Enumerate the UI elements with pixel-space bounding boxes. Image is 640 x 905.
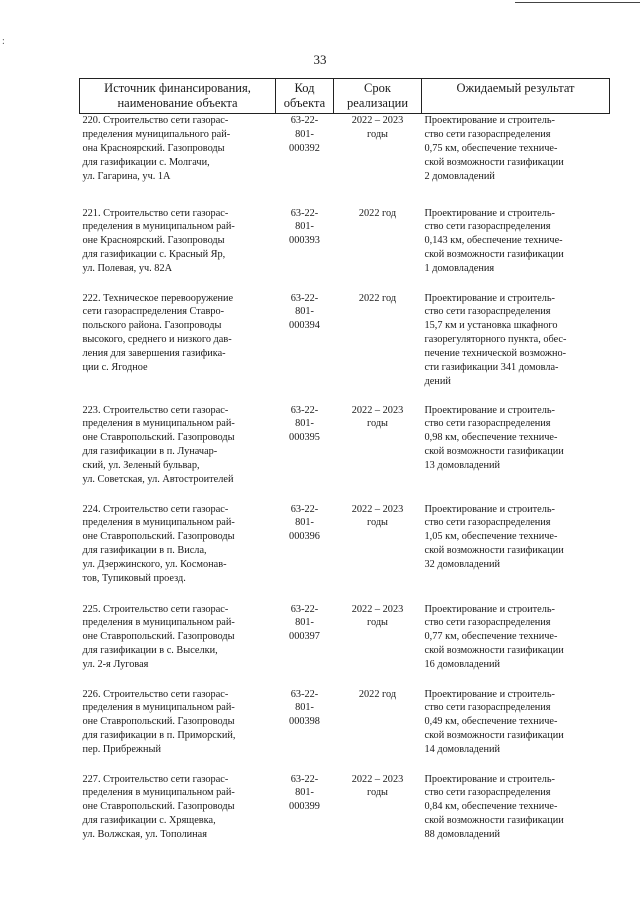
term-cell: 2022 год xyxy=(358,292,397,304)
object-name-cell: 221. Строительство сети газорас- пределения в муниципальном рай- оне Красноярский. Газопроводы для газификации с. Красный Яр, ул. Полевая, уч. 82А xyxy=(82,207,235,275)
object-code-cell: 63-22- 801- 000399 xyxy=(289,773,320,813)
object-code-cell: 63-22- 801- 000397 xyxy=(289,603,320,643)
table-header-row xyxy=(80,79,610,114)
top-rule xyxy=(515,2,640,3)
table-row xyxy=(80,688,610,773)
result-cell: Проектирование и строитель- ство сети газораспределения 0,84 км, обеспечение техниче- ской возможности газификации 88 домовладений xyxy=(424,773,564,841)
result-cell: Проектирование и строитель- ство сети газораспределения 0,75 км, обеспечение техниче- ской возможности газификации 2 домовладений xyxy=(424,115,564,182)
result-cell: Проектирование и строитель- ство сети газораспределения 1,05 км, обеспечение техниче- ской возможности газификации 32 домовладений xyxy=(424,503,564,571)
object-name-cell: 227. Строительство сети газорас- пределения в муниципальном рай- оне Ставропольский. Газопроводы для газификации с. Хрящевка, ул. Волжская, ул. Тополиная xyxy=(82,773,235,841)
result-cell: Проектирование и строитель- ство сети газораспределения 15,7 км и установка шкафного газорегуляторного пункта, обес- печение технической возможно- сти газификации 341 домовла- дений xyxy=(424,292,567,387)
result-cell: Проектирование и строитель- ство сети газораспределения 0,143 км, обеспечение техниче- ской возможности газификации 1 домовладения xyxy=(424,207,564,275)
result-cell: Проектирование и строитель- ство сети газораспределения 0,49 км, обеспечение техниче- ской возможности газификации 14 домовладений xyxy=(424,688,564,756)
header-term: Срок реализации xyxy=(334,79,422,114)
page-number: 33 xyxy=(313,52,327,67)
table-row xyxy=(80,292,610,404)
table-row xyxy=(80,114,610,207)
header-code: Код объекта xyxy=(276,79,334,114)
object-code-cell: 63-22- 801- 000393 xyxy=(289,207,320,247)
header-result: Ожидаемый результат xyxy=(422,79,610,114)
table-row xyxy=(80,773,610,848)
table-row xyxy=(80,404,610,503)
object-code-cell: 63-22- 801- 000398 xyxy=(289,688,320,728)
object-code-cell: 63-22- 801- 000392 xyxy=(289,115,320,154)
table-row xyxy=(80,207,610,292)
margin-mark: : xyxy=(2,36,5,47)
table-row xyxy=(80,603,610,688)
term-cell: 2022 – 2023 годы xyxy=(351,115,404,140)
term-cell: 2022 – 2023 годы xyxy=(351,503,404,529)
object-name-cell: 220. Строительство сети газорас- пределения муниципального рай- она Красноярский. Газопроводы для газификации с. Молгачи, ул. Гагарина, уч. 1А xyxy=(82,115,231,182)
table-row xyxy=(80,503,610,603)
term-cell: 2022 год xyxy=(358,688,397,700)
result-cell: Проектирование и строитель- ство сети газораспределения 0,77 км, обеспечение техниче- ской возможности газификации 16 домовладений xyxy=(424,603,564,671)
object-name-cell: 225. Строительство сети газорас- пределения в муниципальном рай- оне Ставропольский. Газопроводы для газификации в с. Выселки, ул. 2-я Луговая xyxy=(82,603,235,671)
object-code-cell: 63-22- 801- 000396 xyxy=(289,503,320,543)
term-cell: 2022 – 2023 годы xyxy=(351,603,404,629)
program-table xyxy=(79,78,610,848)
object-name-cell: 223. Строительство сети газорас- пределения в муниципальном рай- оне Ставропольский. Газопроводы для газификации в п. Луначар- ский, ул. Зеленый бульвар, ул. Советская, ул. Автостроителей xyxy=(82,404,235,486)
term-cell: 2022 – 2023 годы xyxy=(351,773,404,799)
object-code-cell: 63-22- 801- 000394 xyxy=(289,292,320,332)
header-source: Источник финансирования, наименование объекта xyxy=(80,79,276,114)
object-name-cell: 226. Строительство сети газорас- пределения в муниципальном рай- оне Ставропольский. Газопроводы для газификации в п. Приморский, пер. Прибрежный xyxy=(82,688,236,756)
object-code-cell: 63-22- 801- 000395 xyxy=(289,404,320,444)
result-cell: Проектирование и строитель- ство сети газораспределения 0,98 км, обеспечение техниче- ской возможности газификации 13 домовладений xyxy=(424,404,564,472)
term-cell: 2022 год xyxy=(358,207,397,219)
term-cell: 2022 – 2023 годы xyxy=(351,404,404,430)
object-name-cell: 224. Строительство сети газорас- пределения в муниципальном рай- оне Ставропольский. Газопроводы для газификации в п. Висла, ул. Дзержинского, ул. Космонав- тов, Тупиковый проезд. xyxy=(82,503,235,585)
object-name-cell: 222. Техническое перевооружение сети газораспределения Ставро- польского района. Газопроводы высокого, среднего и низкого дав- ления для завершения газифика- ции с. Ягодное xyxy=(82,292,234,374)
